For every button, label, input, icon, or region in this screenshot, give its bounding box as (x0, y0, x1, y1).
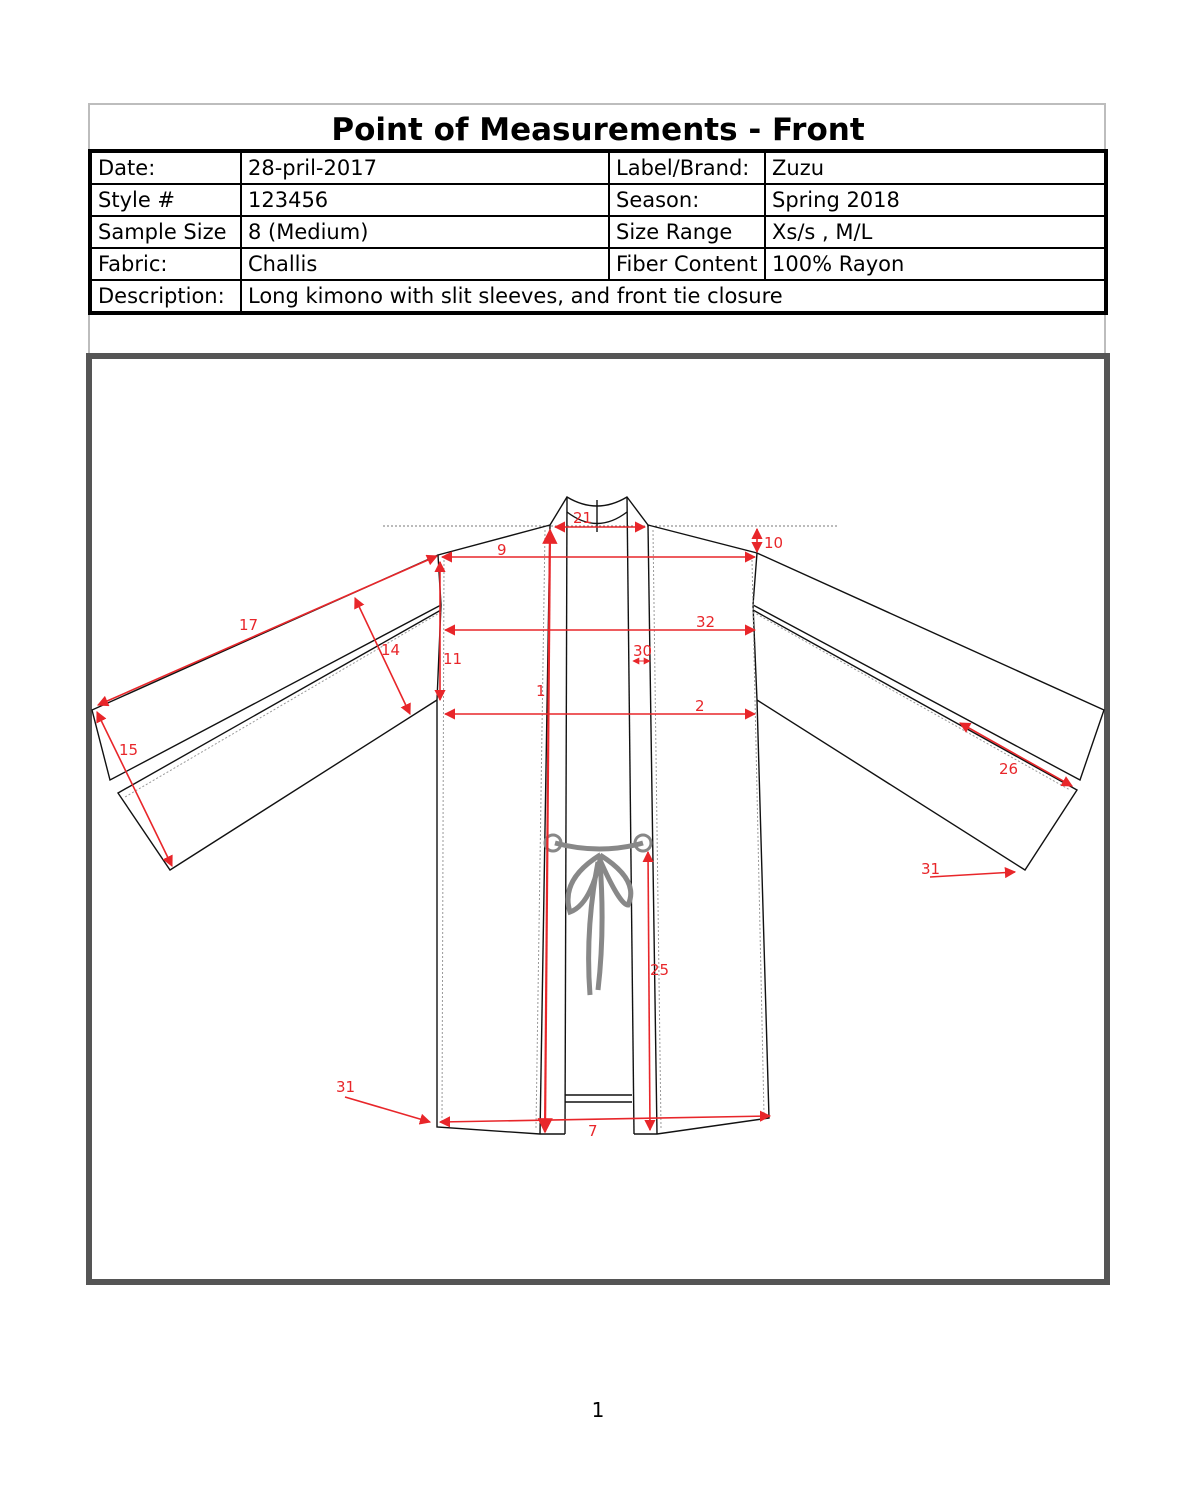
measurement-labels (119, 509, 1018, 1140)
garment-outline (92, 497, 1104, 1134)
pom-17: 17 (239, 616, 259, 634)
pom-26: 26 (999, 760, 1019, 778)
page-number: 1 (591, 1398, 605, 1422)
date-label: Date: (90, 151, 241, 184)
pom-14: 14 (381, 641, 401, 659)
date-value: 28-pril-2017 (241, 151, 609, 184)
description-value: Long kimono with slit sleeves, and front tie closure (241, 280, 1106, 313)
page-title: Point of Measurements - Front (331, 112, 865, 148)
brand-value: Zuzu (765, 151, 1106, 184)
pom-32: 32 (696, 613, 716, 631)
fabric-label: Fabric: (90, 248, 241, 280)
pom-2: 2 (695, 697, 705, 715)
fabric-value: Challis (241, 248, 609, 280)
pom-31-right: 31 (921, 860, 941, 878)
season-value: Spring 2018 (765, 184, 1106, 216)
pom-9: 9 (497, 541, 507, 559)
fiber-value: 100% Rayon (765, 248, 1106, 280)
fiber-label: Fiber Content (609, 248, 765, 280)
pom-31-left: 31 (336, 1078, 356, 1096)
size-range-label: Size Range (609, 216, 765, 248)
season-label: Season: (609, 184, 765, 216)
brand-label: Label/Brand: (609, 151, 765, 184)
description-label: Description: (90, 280, 241, 313)
pom-21: 21 (573, 509, 593, 527)
collar (550, 497, 648, 525)
pom-30: 30 (633, 642, 653, 660)
size-range-value: Xs/s , M/L (765, 216, 1106, 248)
sample-size-label: Sample Size (90, 216, 241, 248)
right-sleeve-lower (753, 610, 1077, 870)
front-tie (545, 835, 651, 995)
pom-7: 7 (588, 1122, 598, 1140)
sample-size-value: 8 (Medium) (241, 216, 609, 248)
pom-15: 15 (119, 741, 139, 759)
pom-10: 10 (764, 534, 784, 552)
style-label: Style # (90, 184, 241, 216)
pom-25: 25 (650, 961, 670, 979)
pom-11: 11 (443, 650, 463, 668)
style-value: 123456 (241, 184, 609, 216)
right-sleeve-upper (753, 553, 1104, 780)
pom-1: 1 (536, 682, 546, 700)
